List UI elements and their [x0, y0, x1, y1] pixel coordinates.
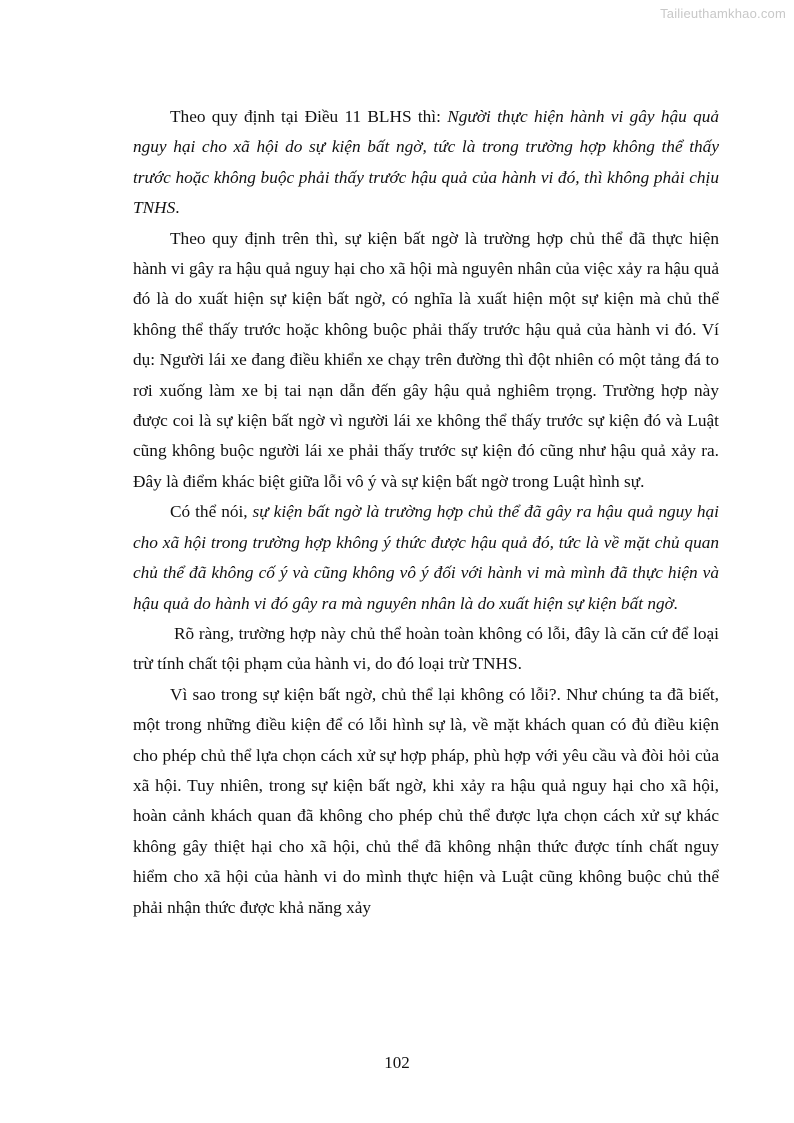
paragraph-lead-text: Có thể nói,	[170, 502, 253, 522]
paragraph-tail-text: .	[175, 198, 180, 218]
document-body	[133, 102, 719, 923]
paragraph-legal-definition	[133, 102, 719, 224]
paragraph-lead-text: Theo quy định tại Điều 11 BLHS thì:	[170, 107, 448, 126]
paragraph-conclusion: Rõ ràng, trường hợp này chủ thể hoàn toàn không có lỗi, đây là căn cứ để loại trừ tính chất tội phạm của hành vi, do đó loại trừ TNHS.	[133, 623, 719, 674]
paragraph-why-no-fault: Vì sao trong sự kiện bất ngờ, chủ thể lại không có lỗi?. Như chúng ta đã biết, một trong những điều kiện để có lỗi hình sự là, về mặt khách quan có đủ điều kiện cho phép chủ thể lựa chọn cách xử sự hợp pháp, phù hợp với yêu cầu và đòi hỏi của xã hội. Tuy nhiên, trong sự kiện bất ngờ, khi xảy ra hậu quả nguy hại cho xã hội, hoàn cảnh khách quan đã không cho phép chủ thể được lựa chọn cách xử sự khác không gây thiệt hại cho xã hội, chủ thể đã không nhận thức được tính chất nguy hiểm cho xã hội của hành vi do mình thực hiện và Luật cũng không buộc chủ thể phải nhận thức được khả năng xảy	[133, 684, 719, 917]
page-number: 102	[384, 1053, 410, 1072]
paragraph-summary-definition	[133, 497, 719, 619]
paragraph-italic-definition: sự kiện bất ngờ là trường hợp chủ thể đã gây ra hậu quả nguy hại cho xã hội trong trường hợp không ý thức được hậu quả đó, tức là về mặt chủ quan chủ thể đã không cố ý và cũng không vô ý đối với hành vi mà mình đã thực hiện và hậu quả do hành vi đó gây ra mà nguyên nhân là do xuất hiện sự kiện bất ngờ.	[133, 502, 719, 613]
paragraph-explanation: Theo quy định trên thì, sự kiện bất ngờ là trường hợp chủ thể đã thực hiện hành vi gây ra hậu quả nguy hại cho xã hội mà nguyên nhân của việc xảy ra hậu quả đó là do xuất hiện sự kiện bất ngờ, có nghĩa là xuất hiện một sự kiện mà chủ thể không thể thấy trước hoặc không buộc phải thấy trước hậu quả của hành vi đó. Ví dụ: Người lái xe đang điều khiển xe chạy trên đường thì đột nhiên có một tảng đá to rơi xuống làm xe bị tai nạn dẫn đến gây hậu quả nghiêm trọng. Trường hợp này được coi là sự kiện bất ngờ vì người lái xe không thể thấy trước sự kiện đó và Luật cũng không buộc người lái xe phải thấy trước sự kiện đó cũng như hậu quả xảy ra. Đây là điểm khác biệt giữa lỗi vô ý và sự kiện bất ngờ trong Luật hình sự.	[133, 228, 719, 491]
paragraph-italic-quote: Người thực hiện hành vi gây hậu quả nguy hại cho xã hội do sự kiện bất ngờ, tức là trong trường hợp không thể thấy trước hoặc không buộc phải thấy trước hậu quả của hành vi đó, thì không phải chịu TNHS	[133, 107, 719, 218]
watermark-text: Tailieuthamkhao.com	[660, 6, 786, 21]
